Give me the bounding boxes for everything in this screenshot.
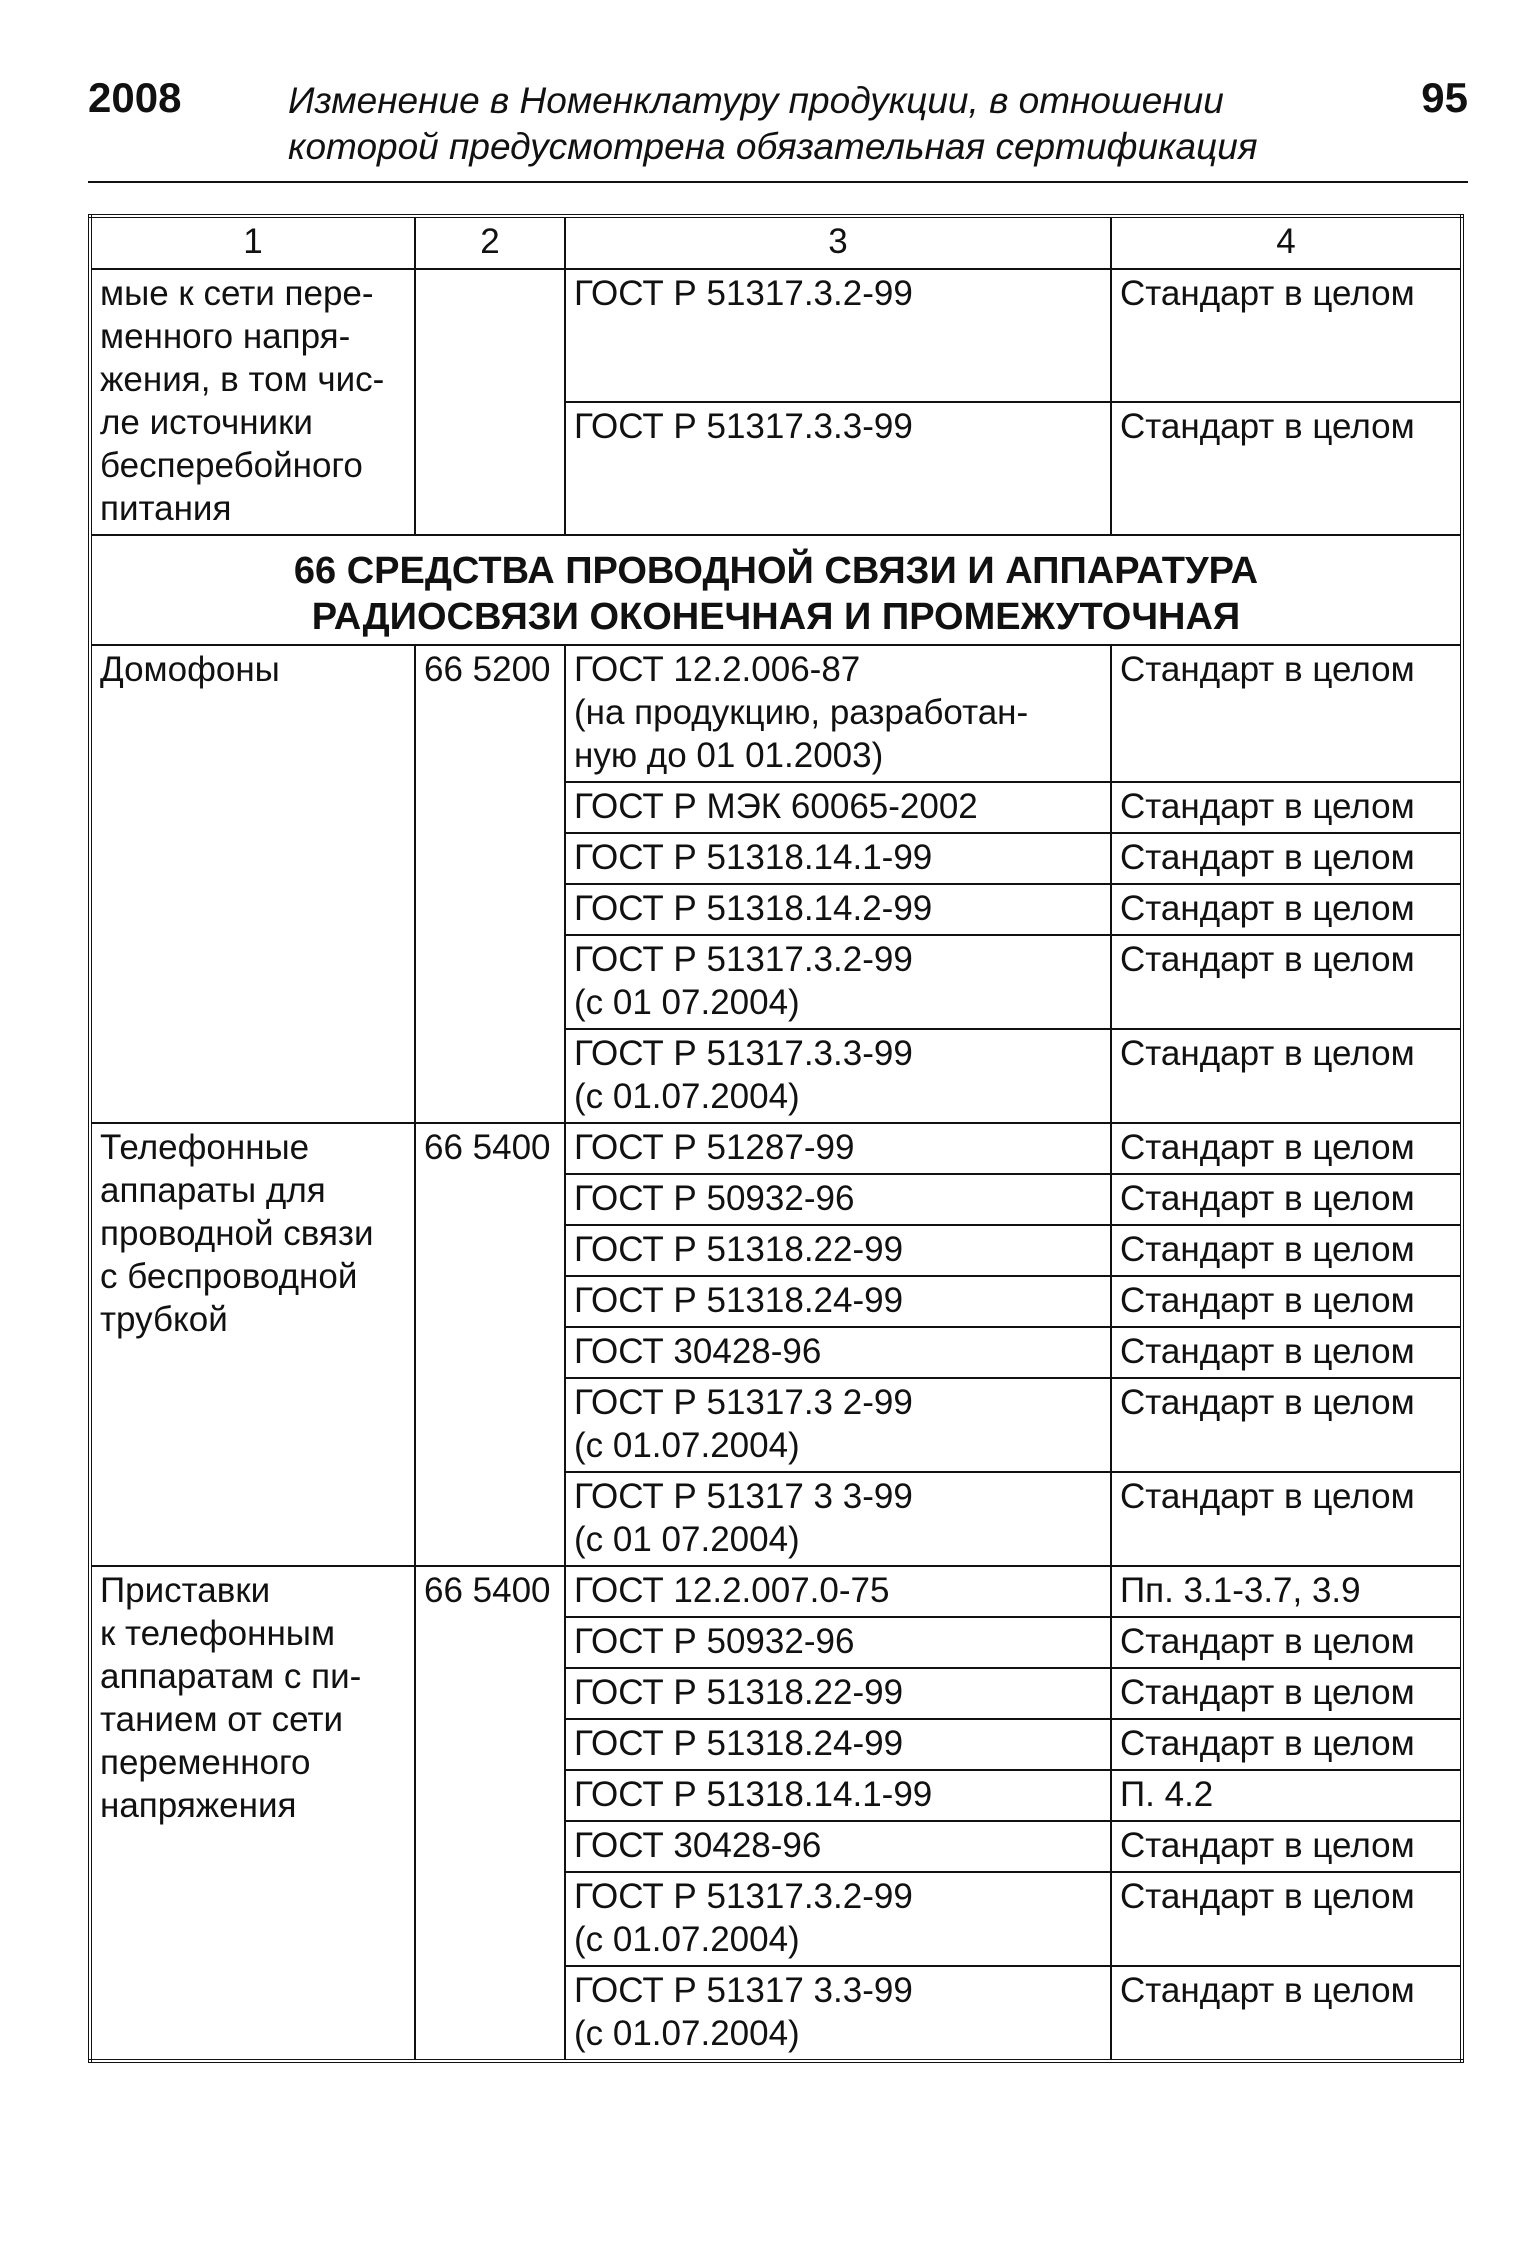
standard-line: (с 01.07.2004): [574, 1077, 800, 1116]
product-name-line: напряжения: [100, 1786, 297, 1825]
product-name-line: менного напря-: [100, 317, 351, 356]
scope-cell: Пп. 3.1-3.7, 3.9: [1111, 1566, 1462, 1617]
standard-line: ГОСТ Р 51318.14.1-99: [574, 1775, 933, 1814]
scope-cell: Стандарт в целом: [1111, 833, 1462, 884]
standard-line: ГОСТ Р 51318.14.2-99: [574, 889, 933, 928]
product-name-line: трубкой: [100, 1300, 228, 1339]
scope-cell: Стандарт в целом: [1111, 1966, 1462, 2061]
standard-line: ГОСТ Р 51287-99: [574, 1128, 855, 1167]
standard-line: ГОСТ Р МЭК 60065-2002: [574, 787, 978, 826]
standard-line: ГОСТ Р 51318.24-99: [574, 1281, 904, 1320]
product-name-line: питания: [100, 489, 232, 528]
standard-line: ГОСТ 12.2.007.0-75: [574, 1571, 890, 1610]
continued-code-cell: [415, 269, 565, 535]
product-name-line: мые к сети пере-: [100, 274, 374, 313]
scope-cell: Стандарт в целом: [1111, 884, 1462, 935]
section-heading: [90, 535, 1462, 645]
standard-cell: [565, 1566, 1111, 1617]
standard-line: ГОСТ Р 51317.3.2-99: [574, 274, 913, 313]
standard-cell: [565, 1327, 1111, 1378]
standard-line: ГОСТ Р 51317.3.3-99: [574, 407, 913, 446]
group-1-code-cell: 66 5200: [415, 645, 565, 1123]
standard-line: ГОСТ 30428-96: [574, 1826, 822, 1865]
group-2-product-cell: [90, 1123, 415, 1566]
column-header-4: 4: [1111, 216, 1462, 269]
scope-cell: Стандарт в целом: [1111, 1472, 1462, 1566]
group-2-code-cell: 66 5400: [415, 1123, 565, 1566]
scope-cell: Стандарт в целом: [1111, 1872, 1462, 1966]
column-header-3: 3: [565, 216, 1111, 269]
scope-cell: Стандарт в целом: [1111, 645, 1462, 782]
scope-cell: Стандарт в целом: [1111, 1821, 1462, 1872]
running-title-line-2: которой предусмотрена обязательная сертификация: [288, 126, 1258, 167]
standard-cell: [565, 1472, 1111, 1566]
product-name-line: бесперебойного: [100, 446, 363, 485]
group-3-code-cell: 66 5400: [415, 1566, 565, 2061]
year: 2008: [88, 74, 182, 121]
table-body: [90, 216, 1462, 2061]
product-name-line: Телефонные: [100, 1128, 310, 1167]
product-name-line: ле источники: [100, 403, 313, 442]
table-row: [90, 269, 1462, 402]
standard-line: ГОСТ Р 51318.22-99: [574, 1673, 904, 1712]
standard-line: ГОСТ Р 51317.3 2-99: [574, 1383, 913, 1422]
scope-cell: Стандарт в целом: [1111, 402, 1462, 535]
header-divider: [88, 181, 1468, 183]
product-name-line: жения, в том чис-: [100, 360, 385, 399]
scope-cell: Стандарт в целом: [1111, 935, 1462, 1029]
product-name-line: переменного: [100, 1743, 311, 1782]
product-name-line: проводной связи: [100, 1214, 374, 1253]
product-name-line: танием от сети: [100, 1700, 344, 1739]
product-name-line: аппараты для: [100, 1171, 326, 1210]
standard-cell: [565, 782, 1111, 833]
standard-cell: [565, 1174, 1111, 1225]
section-row: [90, 535, 1462, 645]
standard-line: ГОСТ Р 51318.24-99: [574, 1724, 904, 1763]
scope-cell: Стандарт в целом: [1111, 1668, 1462, 1719]
standard-line: ГОСТ Р 50932-96: [574, 1179, 855, 1218]
scope-cell: Стандарт в целом: [1111, 1719, 1462, 1770]
standard-line: ГОСТ Р 51317 3 3-99: [574, 1477, 913, 1516]
standard-line: (с 01.07.2004): [574, 1920, 800, 1959]
product-name-line: аппаратам с пи-: [100, 1657, 362, 1696]
scope-cell: Стандарт в целом: [1111, 1225, 1462, 1276]
standard-cell: [565, 269, 1111, 402]
standard-cell: [565, 1668, 1111, 1719]
standard-line: (на продукцию, разработан-: [574, 693, 1029, 732]
page-header: [88, 66, 1468, 186]
continued-product-cell: [90, 269, 415, 535]
standard-line: ГОСТ Р 51317.3.3-99: [574, 1034, 913, 1073]
table-row: [90, 1123, 1462, 1174]
standard-line: ную до 01 01.2003): [574, 736, 884, 775]
scope-cell: Стандарт в целом: [1111, 1327, 1462, 1378]
standard-cell: [565, 1225, 1111, 1276]
standard-cell: [565, 1719, 1111, 1770]
group-3-product-cell: [90, 1566, 415, 2061]
scope-cell: Стандарт в целом: [1111, 1276, 1462, 1327]
running-title: [288, 78, 1258, 170]
column-header-1: 1: [90, 216, 415, 269]
standard-line: (с 01 07.2004): [574, 1520, 800, 1559]
product-name-line: Приставки: [100, 1571, 271, 1610]
standard-cell: [565, 884, 1111, 935]
standard-line: ГОСТ Р 50932-96: [574, 1622, 855, 1661]
table-row: [90, 645, 1462, 782]
page-number: 95: [1421, 74, 1468, 121]
scope-cell: Стандарт в целом: [1111, 1378, 1462, 1472]
standard-line: (с 01.07.2004): [574, 2014, 800, 2053]
scope-cell: Стандарт в целом: [1111, 782, 1462, 833]
standard-cell: [565, 935, 1111, 1029]
scope-cell: Стандарт в целом: [1111, 269, 1462, 402]
standard-cell: [565, 1966, 1111, 2061]
standard-line: ГОСТ Р 51317.3.2-99: [574, 940, 913, 979]
standard-line: ГОСТ Р 51318.22-99: [574, 1230, 904, 1269]
standard-line: ГОСТ Р 51317 3.3-99: [574, 1971, 913, 2010]
section-heading-line: РАДИОСВЯЗИ ОКОНЕЧНАЯ И ПРОМЕЖУТОЧНАЯ: [311, 596, 1241, 638]
standard-line: ГОСТ 12.2.006-87: [574, 650, 861, 689]
standard-cell: [565, 1770, 1111, 1821]
scope-cell: Стандарт в целом: [1111, 1174, 1462, 1225]
standards-table: [88, 214, 1464, 2063]
standard-cell: [565, 1821, 1111, 1872]
scope-cell: Стандарт в целом: [1111, 1617, 1462, 1668]
column-header-2: 2: [415, 216, 565, 269]
standard-cell: [565, 645, 1111, 782]
scope-cell: Стандарт в целом: [1111, 1029, 1462, 1123]
standard-cell: [565, 1617, 1111, 1668]
running-title-line-1: Изменение в Номенклатуру продукции, в отношении: [288, 80, 1224, 121]
standard-cell: [565, 1029, 1111, 1123]
product-name-line: к телефонным: [100, 1614, 336, 1653]
standard-line: ГОСТ Р 51318.14.1-99: [574, 838, 933, 877]
product-name-line: с беспроводной: [100, 1257, 358, 1296]
standard-cell: [565, 1378, 1111, 1472]
standard-line: (с 01.07.2004): [574, 1426, 800, 1465]
scope-cell: П. 4.2: [1111, 1770, 1462, 1821]
standard-line: ГОСТ Р 51317.3.2-99: [574, 1877, 913, 1916]
standard-cell: [565, 1123, 1111, 1174]
standard-cell: [565, 1276, 1111, 1327]
section-heading-line: 66 СРЕДСТВА ПРОВОДНОЙ СВЯЗИ И АППАРАТУРА: [293, 550, 1259, 592]
table-row: [90, 1566, 1462, 1617]
standard-cell: [565, 833, 1111, 884]
standard-cell: [565, 402, 1111, 535]
standard-cell: [565, 1872, 1111, 1966]
column-header-row: [90, 216, 1462, 269]
standard-line: (с 01 07.2004): [574, 983, 800, 1022]
product-name-line: Домофоны: [100, 650, 280, 689]
scope-cell: Стандарт в целом: [1111, 1123, 1462, 1174]
group-1-product-cell: [90, 645, 415, 1123]
standard-line: ГОСТ 30428-96: [574, 1332, 822, 1371]
